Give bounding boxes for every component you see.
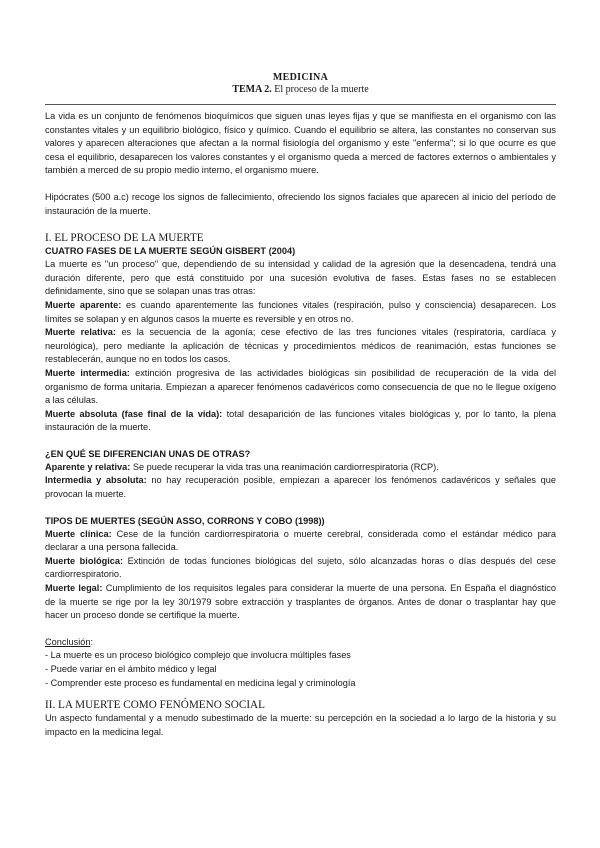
diff-text: no hay recuperación posible, empiezan a aparecer los fenómenos cadavéricos y señales que provocan la muerte. (45, 475, 556, 500)
phase-item (45, 408, 556, 435)
diff-text: Se puede recuperar la vida tras una reanimación cardiorrespiratoria (RCP). (130, 461, 439, 472)
type-text: Cumplimiento de los requisitos legales para considerar la muerte de una persona. En España el diagnóstico de la muerte se rige por la ley 30/1979 sobre extracción y trasplantes de órganos. Antes de donar o trasplantar hay que hacer un proceso donde se certifique la muerte. (45, 583, 556, 621)
phase-term: Muerte relativa: (45, 327, 116, 338)
conclusion-colon: : (90, 636, 94, 647)
phase-text: es cuando aparentemente las funciones vitales (respiración, pulso y consciencia) desaparecen. Los límites se solapan y en algunos casos la muerte es reversible y en otros no. (45, 299, 557, 324)
type-item (45, 555, 556, 582)
document-body (45, 110, 556, 739)
section-2-title: II. LA MUERTE COMO FENÓMENO SOCIAL (45, 699, 265, 712)
type-term: Muerte biológica: (45, 555, 124, 566)
phase-text: extinción progresiva de las actividades biológicas sin posibilidad de recuperación de la vida del organismo de forma unitaria. Empiezan a aparecer fenómenos cadavéricos como consecuencia de que no le llegue oxígeno a las células. (45, 367, 556, 406)
header-divider (45, 104, 556, 105)
intro-paragraph-2: Hipócrates (500 a.c) recoge los signos de fallecimiento, ofreciendo los signos faciales que aparecen al inicio del período de instauración de la muerte. (45, 191, 556, 216)
diff-item (45, 474, 556, 501)
phase-item (45, 299, 556, 326)
topic-line (45, 84, 556, 96)
topic-label: TEMA 2. (232, 84, 272, 95)
type-term: Muerte legal: (45, 583, 103, 594)
conclusion-label: Conclusión (45, 636, 91, 647)
type-term: Muerte clínica: (45, 528, 112, 539)
phase-term: Muerte absoluta (fase final de la vida): (45, 408, 223, 419)
list-item: - La muerte es un proceso biológico complejo que involucra múltiples fases (45, 650, 351, 661)
phase-term: Muerte aparente: (45, 299, 122, 310)
phases-intro: La muerte es "un proceso" que, dependiendo de su intensidad y calidad de la agresión que la desencadena, tendrá una duración diferente, pero que está constituido por una sucesión evolutiva de fases. Estas fases no se establecen definidamente, sino que se solapan unas tras otras: (45, 259, 556, 297)
diff-term: Intermedia y absoluta: (45, 475, 147, 486)
type-text: Cese de la función cardiorrespiratoria o muerte cerebral, considerada como el estándar médico para declarar a una persona fallecida. (45, 528, 556, 553)
diff-heading: ¿EN QUÉ SE DIFERENCIAN UNAS DE OTRAS? (45, 448, 251, 459)
type-text: Extinción de todas funciones biológicas del sujeto, sólo alcanzadas horas o días después del cese cardiorrespiratorio. (45, 555, 556, 580)
phase-text: es la secuencia de la agonía; cese efectivo de las tres funciones vitales (respiratoria, cardíaca y neurológica), pero mediante la aplicación de técnicas y procedimientos médicos de reanimación, estas funciones se restablecerán, aunque no en todos los casos. (45, 327, 556, 365)
diff-term: Aparente y relativa: (45, 461, 131, 472)
type-item (45, 582, 556, 623)
list-item: - Puede variar en el ámbito médico y legal (45, 664, 217, 674)
phase-text: total desaparición de las funciones vitales biológicas y, por lo tanto, la plena instauración de la muerte. (45, 408, 557, 433)
conclusion-list (45, 649, 556, 690)
topic-title: El proceso de la muerte (274, 84, 369, 95)
section-2-paragraph: Un aspecto fundamental y a menudo subestimado de la muerte: su percepción en la sociedad a lo largo de la historia y su impacto en la medicina legal. (45, 713, 556, 737)
phases-heading: CUATRO FASES DE LA MUERTE SEGÚN GISBERT (2004) (45, 246, 296, 257)
phase-item (45, 367, 556, 408)
subject-title: MEDICINA (272, 72, 329, 83)
types-heading: TIPOS DE MUERTES (SEGÚN ASSO, CORRONS Y COBO (1998)) (45, 515, 325, 526)
section-1-title: I. EL PROCESO DE LA MUERTE (45, 232, 204, 245)
conclusion-label-line (45, 636, 556, 650)
document-header (45, 72, 556, 96)
phase-item (45, 326, 556, 367)
phase-term: Muerte intermedia: (45, 367, 130, 378)
diff-item (45, 461, 556, 475)
intro-paragraph-1: La vida es un conjunto de fenómenos bioquímicos que siguen unas leyes fijas y que se manifiesta en el organismo con las constantes vitales y un equilibrio biológico, físico y químico. Cuando el equilibrio se altera, las constantes no conservan sus valores y aparecen alteraciones que afectan a la normal fisiología del organismo y este "enferma"; si lo que ocurre es que cesa el equilibrio, desaparecen los valores constantes y el organismo queda a merced de factores externos o ambientales y también a merced de su propio medio interno, el organismo muere. (45, 111, 556, 176)
type-item (45, 528, 556, 555)
list-item: - Comprender este proceso es fundamental en medicina legal y criminología (45, 677, 356, 688)
